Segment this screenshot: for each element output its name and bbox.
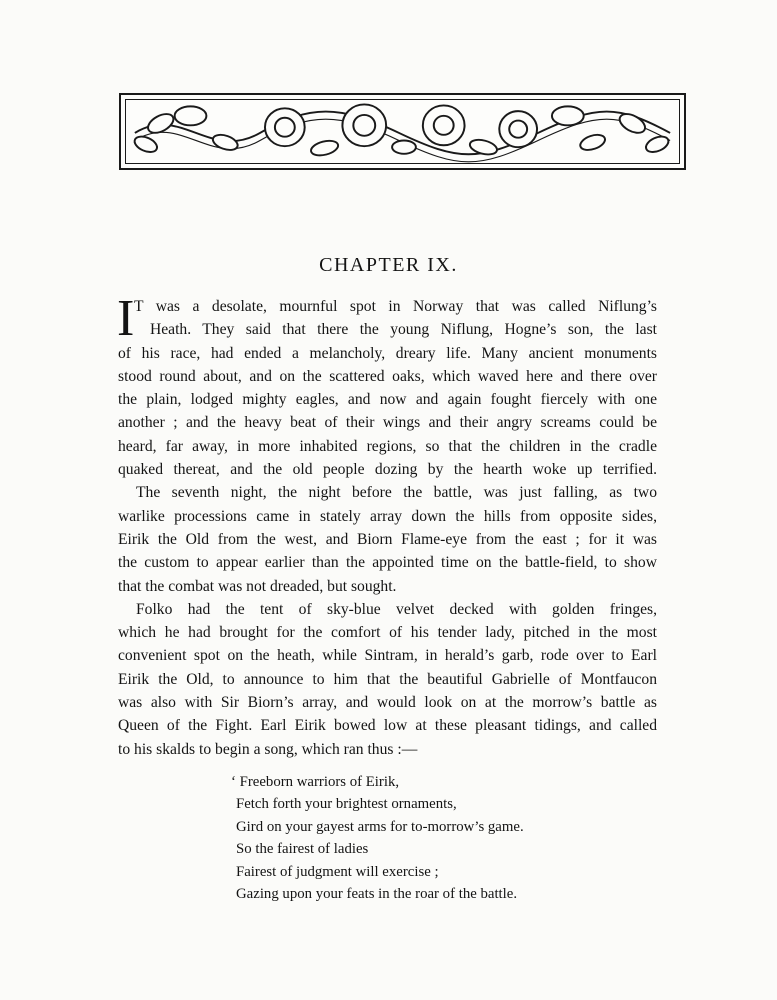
text-line: the custom to appear earlier than the appointed time on the battle-field, to show (118, 554, 657, 572)
poem-line: Fetch forth your brightest ornaments, (236, 796, 457, 813)
ornament-vine-drawing (121, 95, 684, 168)
chapter-title: CHAPTER IX. (319, 254, 458, 276)
text-line: Queen of the Fight. Earl Eirik bowed low at these pleasant tidings, and called (118, 717, 657, 735)
text-line: convenient spot on the heath, while Sintram, in herald’s garb, rode over to Earl (118, 647, 657, 665)
text-line: The seventh night, the night before the battle, was just falling, as two (136, 484, 657, 502)
text-line: Folko had the tent of sky-blue velvet decked with golden fringes, (136, 600, 657, 618)
text-line: to his skalds to begin a song, which ran thus :— (118, 740, 418, 758)
text-line: T was a desolate, mournful spot in Norway that was called Niflung’s (134, 298, 657, 315)
text-line: Eirik the Old from the west, and Biorn Flame-eye from the east ; for it was (118, 530, 657, 548)
text-line: Heath. They said that there the young Niflung, Hogne’s son, the last (150, 321, 657, 339)
text-line: that the combat was not dreaded, but sought. (118, 577, 397, 595)
skald-song-poem (231, 771, 616, 905)
text-line: another ; and the heavy beat of their wings and their angry screams could be (118, 414, 657, 432)
text-line: Eirik the Old, to announce to him that the beautiful Gabrielle of Montfaucon (118, 670, 657, 688)
drop-cap: I (117, 290, 135, 347)
poem-line: So the fairest of ladies (236, 841, 369, 858)
text-line: the plain, lodged mighty eagles, and now and again fought fiercely with one (118, 391, 657, 409)
poem-line: ‘ Freeborn warriors of Eirik, (231, 774, 400, 790)
poem-line: Gird on your gayest arms for to-morrow’s game. (236, 818, 524, 835)
text-line: quaked thereat, and the old people dozing by the hearth woke up terrified. (118, 461, 657, 479)
poem-line: Gazing upon your feats in the roar of the battle. (236, 886, 518, 903)
paragraph-3 (118, 598, 657, 761)
paragraph-2 (118, 481, 657, 597)
text-line: which he had brought for the comfort of his tender lady, pitched in the most (118, 624, 657, 642)
text-line: of his race, had ended a melancholy, dreary life. Many ancient monuments (118, 344, 657, 362)
text-line: warlike processions came in stately array down the hills from opposite sides, (118, 507, 657, 525)
text-line: heard, far away, in more inhabited regions, so that the children in the cradle (118, 437, 657, 455)
text-line: was also with Sir Biorn’s array, and would look on at the morrow’s battle as (118, 694, 657, 712)
paragraph-1 (117, 290, 657, 481)
floral-vine-ornament-icon (119, 93, 686, 170)
poem-line: Fairest of judgment will exercise ; (236, 863, 439, 880)
text-line: stood round about, and on the scattered oaks, which waved here and there over (118, 367, 657, 385)
chapter-body (117, 290, 657, 761)
